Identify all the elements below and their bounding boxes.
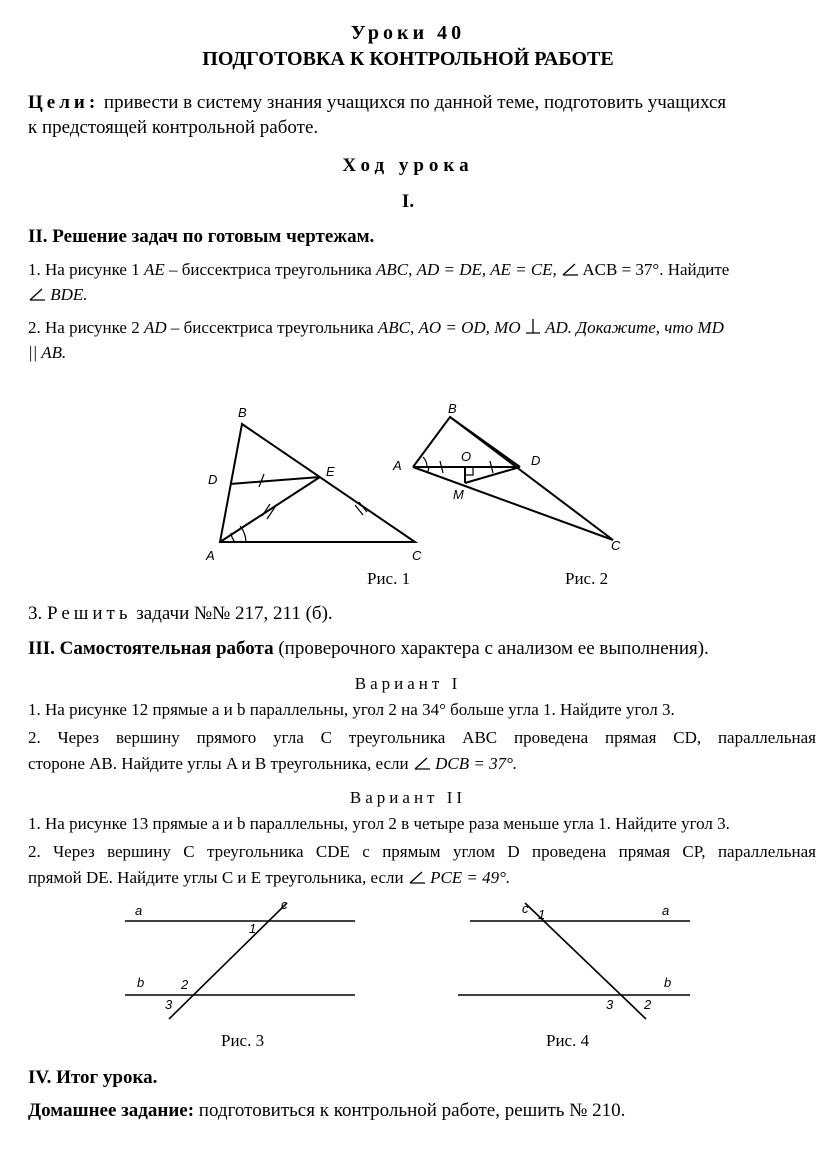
- section-3-heading-rest: (проверочного характера с анализом ее выполнения).: [278, 638, 709, 659]
- fig2-label-m: M: [453, 487, 464, 502]
- task-1-target: BDE.: [50, 285, 88, 304]
- fig4-label-a: a: [662, 903, 670, 918]
- angle-icon: [28, 287, 46, 301]
- figure-3: [115, 895, 365, 1025]
- fig4-label-c: c: [522, 901, 529, 916]
- task-1-mid: – биссектриса треугольника: [169, 260, 372, 279]
- angle-icon: [408, 870, 426, 884]
- angle-icon: [413, 756, 431, 770]
- task-3-word: Решить: [47, 603, 132, 624]
- perpendicular-icon: [525, 318, 541, 334]
- fig3-label-1: 1: [249, 921, 257, 936]
- fig3-label-a: a: [135, 903, 143, 918]
- v2-task-2-angle: PCE = 49°.: [430, 868, 511, 887]
- variant-2-heading: Вариант II: [349, 788, 467, 807]
- figure-2: [385, 395, 635, 560]
- task-1-ae: AE: [143, 260, 165, 279]
- task-2-line1: [28, 318, 816, 338]
- fig3-label-2: 2: [181, 977, 189, 992]
- v2-task-2-text: прямой DE. Найдите углы C и E треугольника, если: [28, 868, 404, 887]
- section-3-heading-bold: III. Самостоятельная работа: [28, 638, 274, 659]
- fig1-label-e: E: [326, 464, 335, 479]
- page-title: ПОДГОТОВКА К КОНТРОЛЬНОЙ РАБОТЕ: [202, 48, 614, 70]
- homework-label: Домашнее задание:: [28, 1100, 195, 1121]
- v1-task-2-text: стороне AB. Найдите углы A и B треугольника, если: [28, 754, 409, 773]
- v1-task-2-line2: [28, 754, 517, 774]
- fig4-label-1: 1: [538, 907, 546, 922]
- fig2-label-d: D: [531, 453, 541, 468]
- fig3-caption: Рис. 3: [221, 1031, 265, 1050]
- fig1-label-b: B: [238, 405, 247, 420]
- goals-text-1: привести в систему знания учащихся по данной теме, подготовить учащихся: [103, 92, 727, 113]
- section-3-heading: [28, 638, 816, 660]
- task-1-intro: 1. На рисунке 1: [28, 260, 140, 279]
- task-3-rest: задачи №№ 217, 211 (б).: [136, 603, 333, 624]
- angle-icon: [561, 262, 579, 276]
- task-1-cond: AD = DE, AE = CE,: [416, 260, 557, 279]
- task-2-cond: AO = OD, MO: [418, 318, 521, 337]
- fig2-label-o: O: [461, 449, 472, 464]
- v1-task-1: 1. На рисунке 12 прямые a и b параллельны, угол 2 на 34° больше угла 1. Найдите угол 3.: [28, 700, 675, 719]
- task-2-mid: – биссектриса треугольника: [170, 318, 374, 337]
- fig2-label-c: C: [611, 538, 621, 553]
- variant-1-heading: Вариант I: [354, 674, 462, 693]
- fig1-label-c: C: [412, 548, 422, 563]
- goals-label: Цели:: [28, 92, 100, 113]
- task-1-angle: ACB = 37°. Найдите: [582, 260, 730, 279]
- task-1-line1: 1. На рисунке 1 AE – биссектриса треугольника ABC, AD = DE, AE = CE, ACB = 37°. Найдите: [28, 260, 730, 279]
- lesson-flow-heading: Ход урока: [342, 155, 474, 176]
- task-2-rest: AD. Докажите, что: [545, 318, 694, 337]
- figure-4: [450, 895, 700, 1025]
- v2-task-2-line2: [28, 868, 510, 888]
- fig1-caption: Рис. 1: [367, 569, 411, 588]
- fig1-label-d: D: [208, 472, 218, 487]
- v1-task-2-angle: DCB = 37°.: [435, 754, 518, 773]
- task-1-abc: ABC: [376, 260, 409, 279]
- fig4-label-3: 3: [606, 997, 614, 1012]
- task-2-abc: ABC,: [377, 318, 415, 337]
- task-2-line2: [28, 343, 66, 363]
- v2-task-2-line1: 2. Через вершину C треугольника CDE с прямым углом D проведена прямая CP, параллельная: [28, 842, 816, 861]
- fig4-caption: Рис. 4: [546, 1031, 590, 1050]
- task-3: [28, 603, 333, 625]
- v2-task-1: 1. На рисунке 13 прямые a и b параллельны, угол 2 в четыре раза меньше угла 1. Найдите угол 3.: [28, 814, 730, 833]
- goals-line2: к предстоящей контрольной работе.: [28, 117, 319, 138]
- task-3-prefix: 3.: [28, 603, 43, 624]
- task-2-target: || AB.: [28, 343, 67, 362]
- fig2-label-b: B: [448, 401, 457, 416]
- fig2-label-a: A: [393, 458, 402, 473]
- fig3-label-c: c: [281, 897, 288, 912]
- fig2-caption: Рис. 2: [565, 569, 609, 588]
- lesson-number: Уроки 40: [350, 22, 466, 44]
- goals-line1: [28, 92, 816, 114]
- fig1-label-a: A: [206, 548, 215, 563]
- fig4-label-2: 2: [644, 997, 652, 1012]
- homework-text: подготовиться к контрольной работе, решить № 210.: [198, 1100, 626, 1121]
- section-1-heading: I.: [401, 191, 415, 212]
- task-1-line2: [28, 285, 88, 305]
- task-2-intro: 2. На рисунке 2: [28, 318, 140, 337]
- section-2-heading: II. Решение задач по готовым чертежам.: [28, 226, 375, 247]
- fig4-label-b: b: [664, 975, 672, 990]
- fig3-label-b: b: [137, 975, 145, 990]
- v1-task-2-line1: 2. Через вершину прямого угла C треугольника ABC проведена прямая CD, параллельная: [28, 728, 816, 747]
- fig3-label-3: 3: [165, 997, 173, 1012]
- task-2-ad: AD: [143, 318, 167, 337]
- task-2-md: MD: [697, 318, 724, 337]
- section-4-heading: IV. Итог урока.: [28, 1067, 158, 1088]
- homework: [28, 1100, 625, 1122]
